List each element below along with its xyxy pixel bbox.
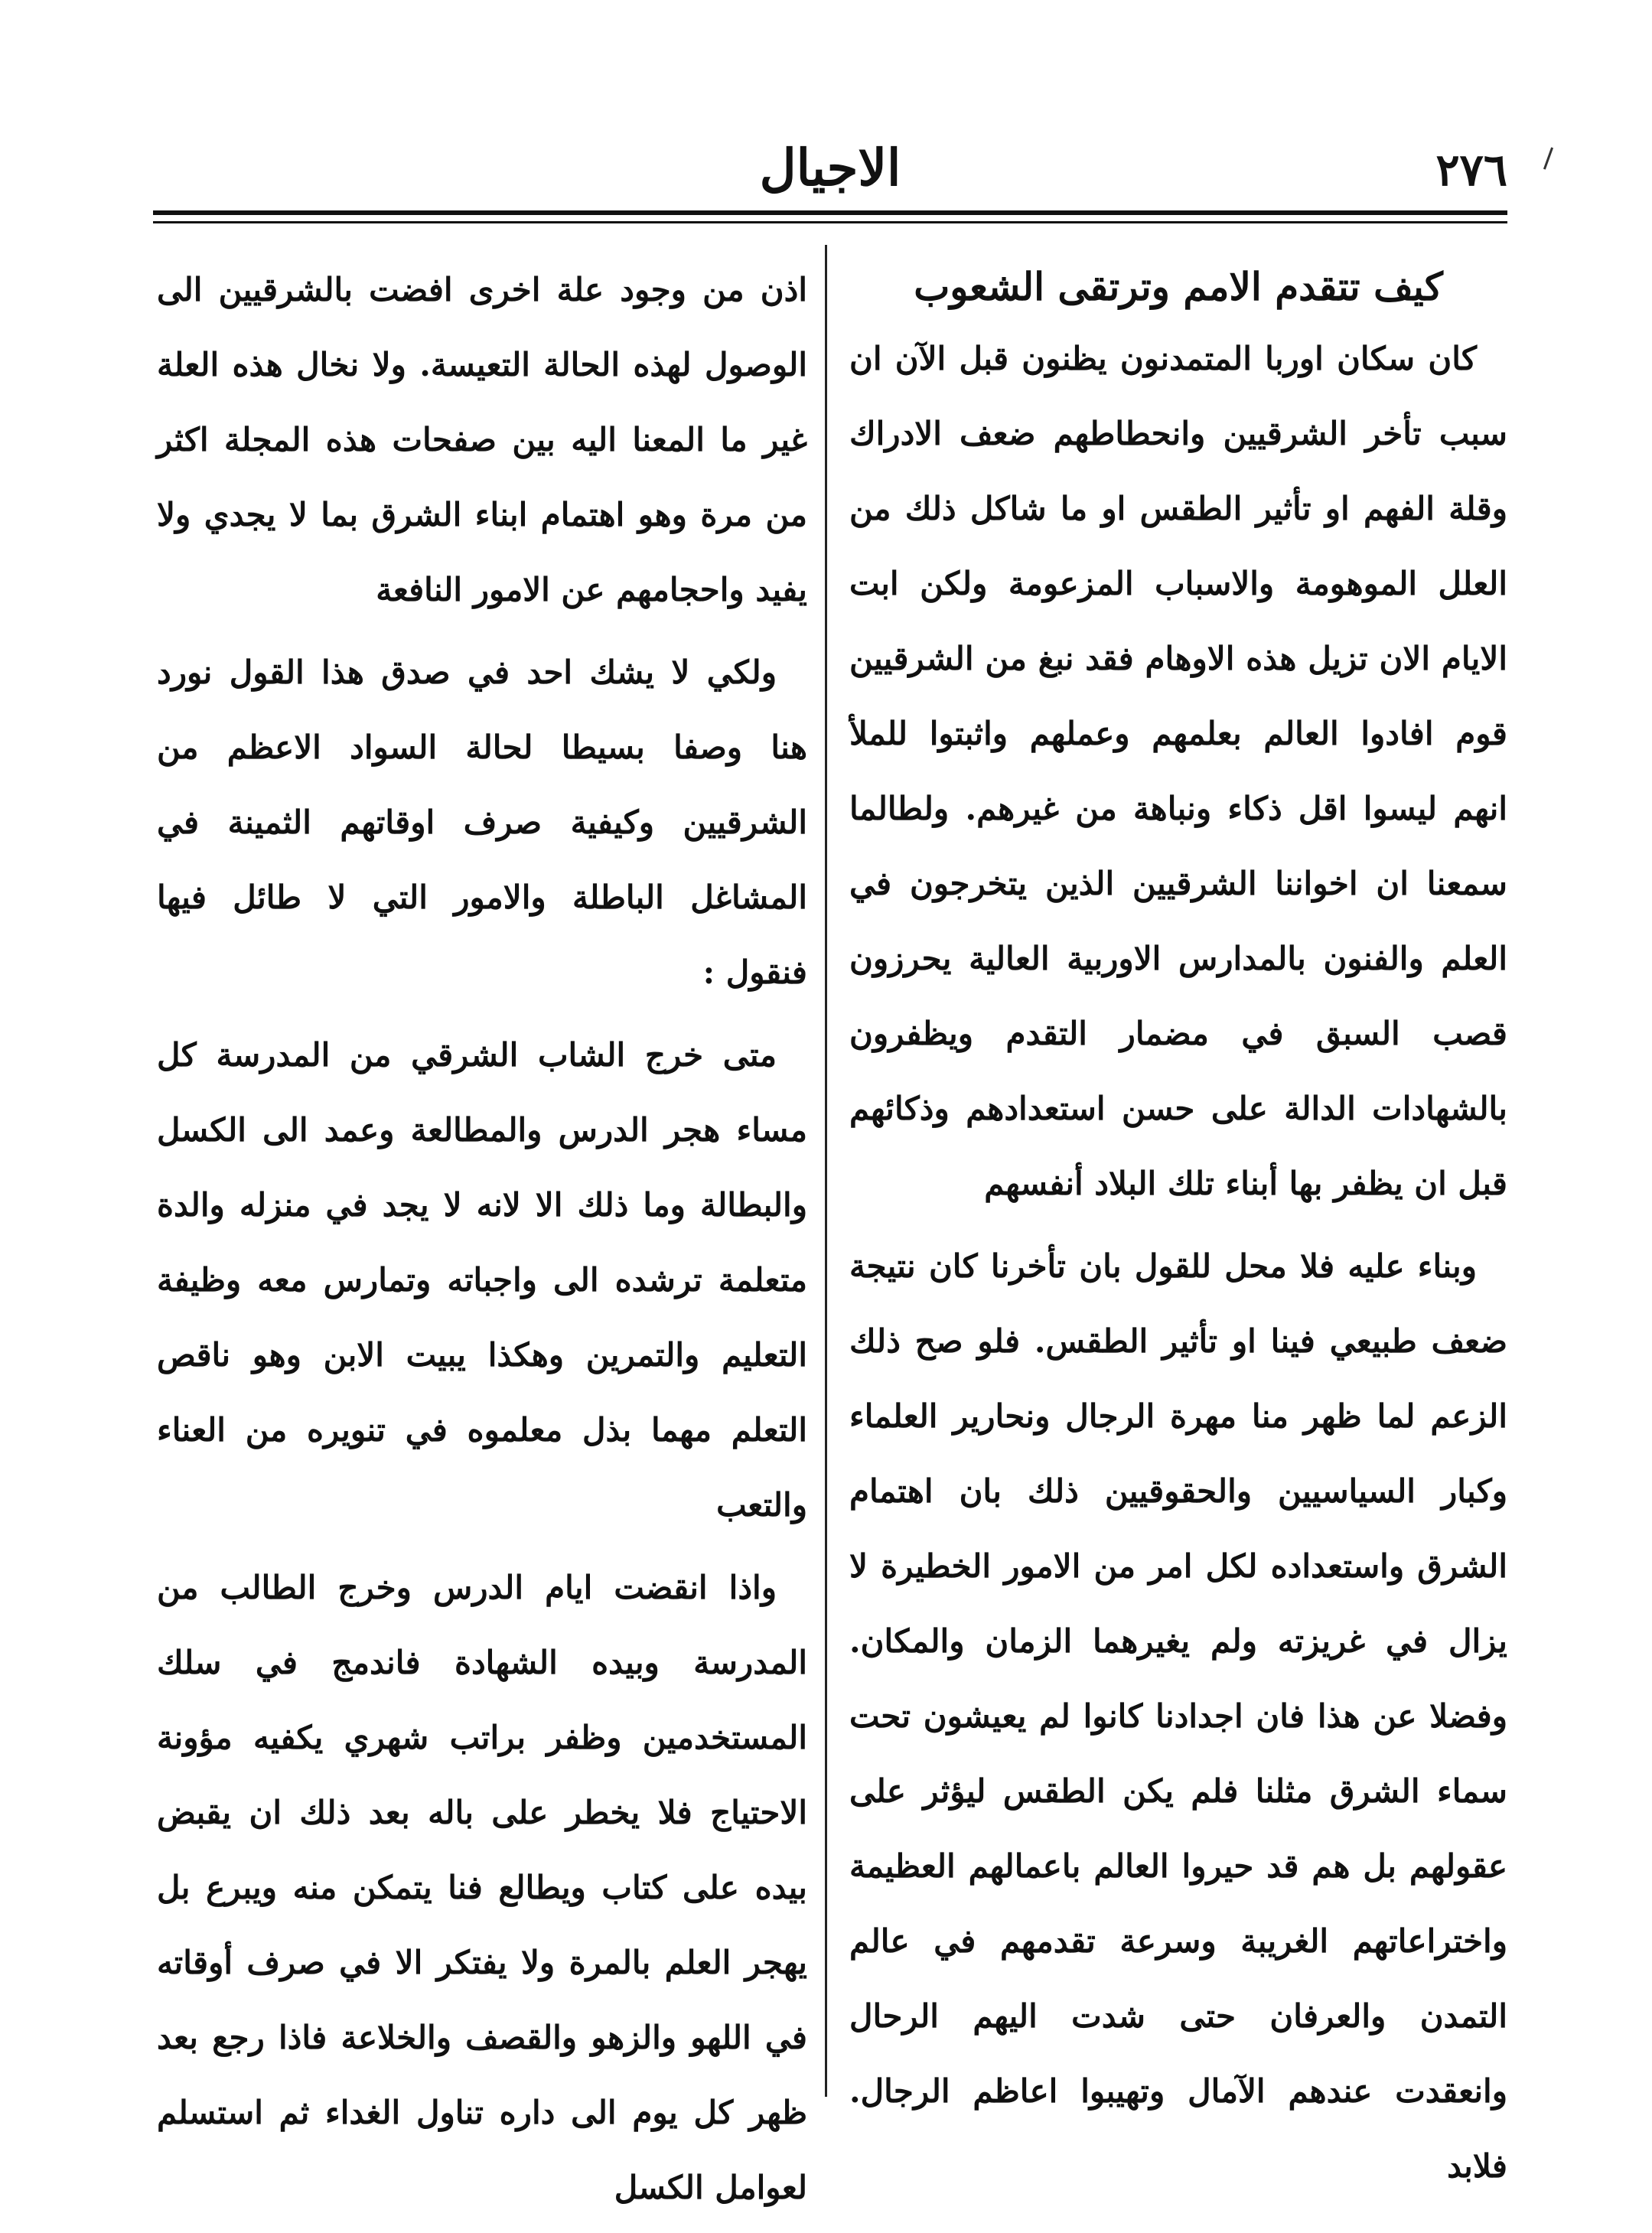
- tick-mark: [1543, 147, 1553, 169]
- paragraph: متى خرج الشاب الشرقي من المدرسة كل مساء هجر الدرس والمطالعة وعمد الى الكسل والبطالة وما ذلك الا لانه لا يجد في منزله والدة متعلمة ترشده الى واجباته وتمارس معه وظيفة التعليم والتمرين وهكذا يبيت الابن وهو ناقص التعلم مهما بذل معلموه في تنويره من العناء والتعب: [157, 1036, 807, 1524]
- left-column: [157, 253, 807, 2233]
- paragraph: واذا انقضت ايام الدرس وخرج الطالب من المدرسة وبيده الشهادة فاندمج في سلك المستخدمين وظفر براتب شهري يكفيه مؤونة الاحتياج فلا يخطر على باله بعد ذلك ان يقبض بيده على كتاب ويطالع فنا يتمكن منه ويبرع بل يهجر العلم بالمرة ولا يفتكر الا في صرف أوقاته في اللهو والزهو والقصف والخلاعة فاذا رجع بعد ظهر كل يوم الى داره تناول الغداء ثم استسلم لعوامل الكسل: [157, 1569, 807, 2206]
- paragraph: اذن من وجود علة اخرى افضت بالشرقيين الى الوصول لهذه الحالة التعيسة. ولا نخال هذه العلة غير ما المعنا اليه بين صفحات هذه المجلة اكثر من مرة وهو اهتمام ابناء الشرق بما لا يجدي ولا يفيد واحجامهم عن الامور النافعة: [157, 271, 807, 608]
- header-rule-thin: [153, 221, 1507, 223]
- page-number: ٢٧٦: [1435, 144, 1507, 196]
- right-column: [849, 253, 1507, 2212]
- paragraph: كان سكان اوربا المتمدنون يظنون قبل الآن ان سبب تأخر الشرقيين وانحطاطهم ضعف الادراك وقلة الفهم او تأثير الطقس او ما شاكل ذلك من العلل الموهومة والاسباب المزعومة ولكن ابت الايام الان تزيل هذه الاوهام فقد نبغ من الشرقيين قوم افادوا العالم بعلمهم وعملهم واثبتوا للملأ انهم ليسوا اقل ذكاء ونباهة من غيرهم. ولطالما سمعنا ان اخواننا الشرقيين الذين يتخرجون في العلم والفنون بالمدارس الاوربية العالية يحرزون قصب السبق في مضمار التقدم ويظفرون بالشهادات الدالة على حسن استعدادهم وذكائهم قبل ان يظفر بها أبناء تلك البلاد أنفسهم: [849, 340, 1507, 1202]
- paragraph: وبناء عليه فلا محل للقول بان تأخرنا كان نتيجة ضعف طبيعي فينا او تأثير الطقس. فلو صح ذلك الزعم لما ظهر منا مهرة الرجال ونحارير العلماء وكبار السياسيين والحقوقيين ذلك بان اهتمام الشرق واستعداده لكل امر من الامور الخطيرة لا يزال في غريزته ولم يغيرهما الزمان والمكان. وفضلا عن هذا فان اجدادنا كانوا لم يعيشون تحت سماء الشرق مثلنا فلم يكن الطقس ليؤثر على عقولهم بل هم قد حيروا العالم باعمالهم العظيمة واختراعاتهم الغريبة وسرعة تقدمهم في عالم التمدن والعرفان حتى شدت اليهم الرحال وانعقدت عندهم الآمال وتهيبوا اعاظم الرجال. فلابد: [849, 1247, 1507, 2185]
- page-header: [153, 130, 1507, 199]
- header-rule-thick: [153, 210, 1507, 215]
- paragraph: ولكي لا يشك احد في صدق هذا القول نورد هنا وصفا بسيطا لحالة السواد الاعظم من الشرقيين وكيفية صرف اوقاتهم الثمينة في المشاغل الباطلة والامور التي لا طائل فيها فنقول :: [157, 654, 807, 991]
- article-title: كيف تتقدم الامم وترتقى الشعوب: [914, 264, 1443, 309]
- running-title: الاجيال: [759, 138, 901, 197]
- column-divider: [825, 245, 827, 2097]
